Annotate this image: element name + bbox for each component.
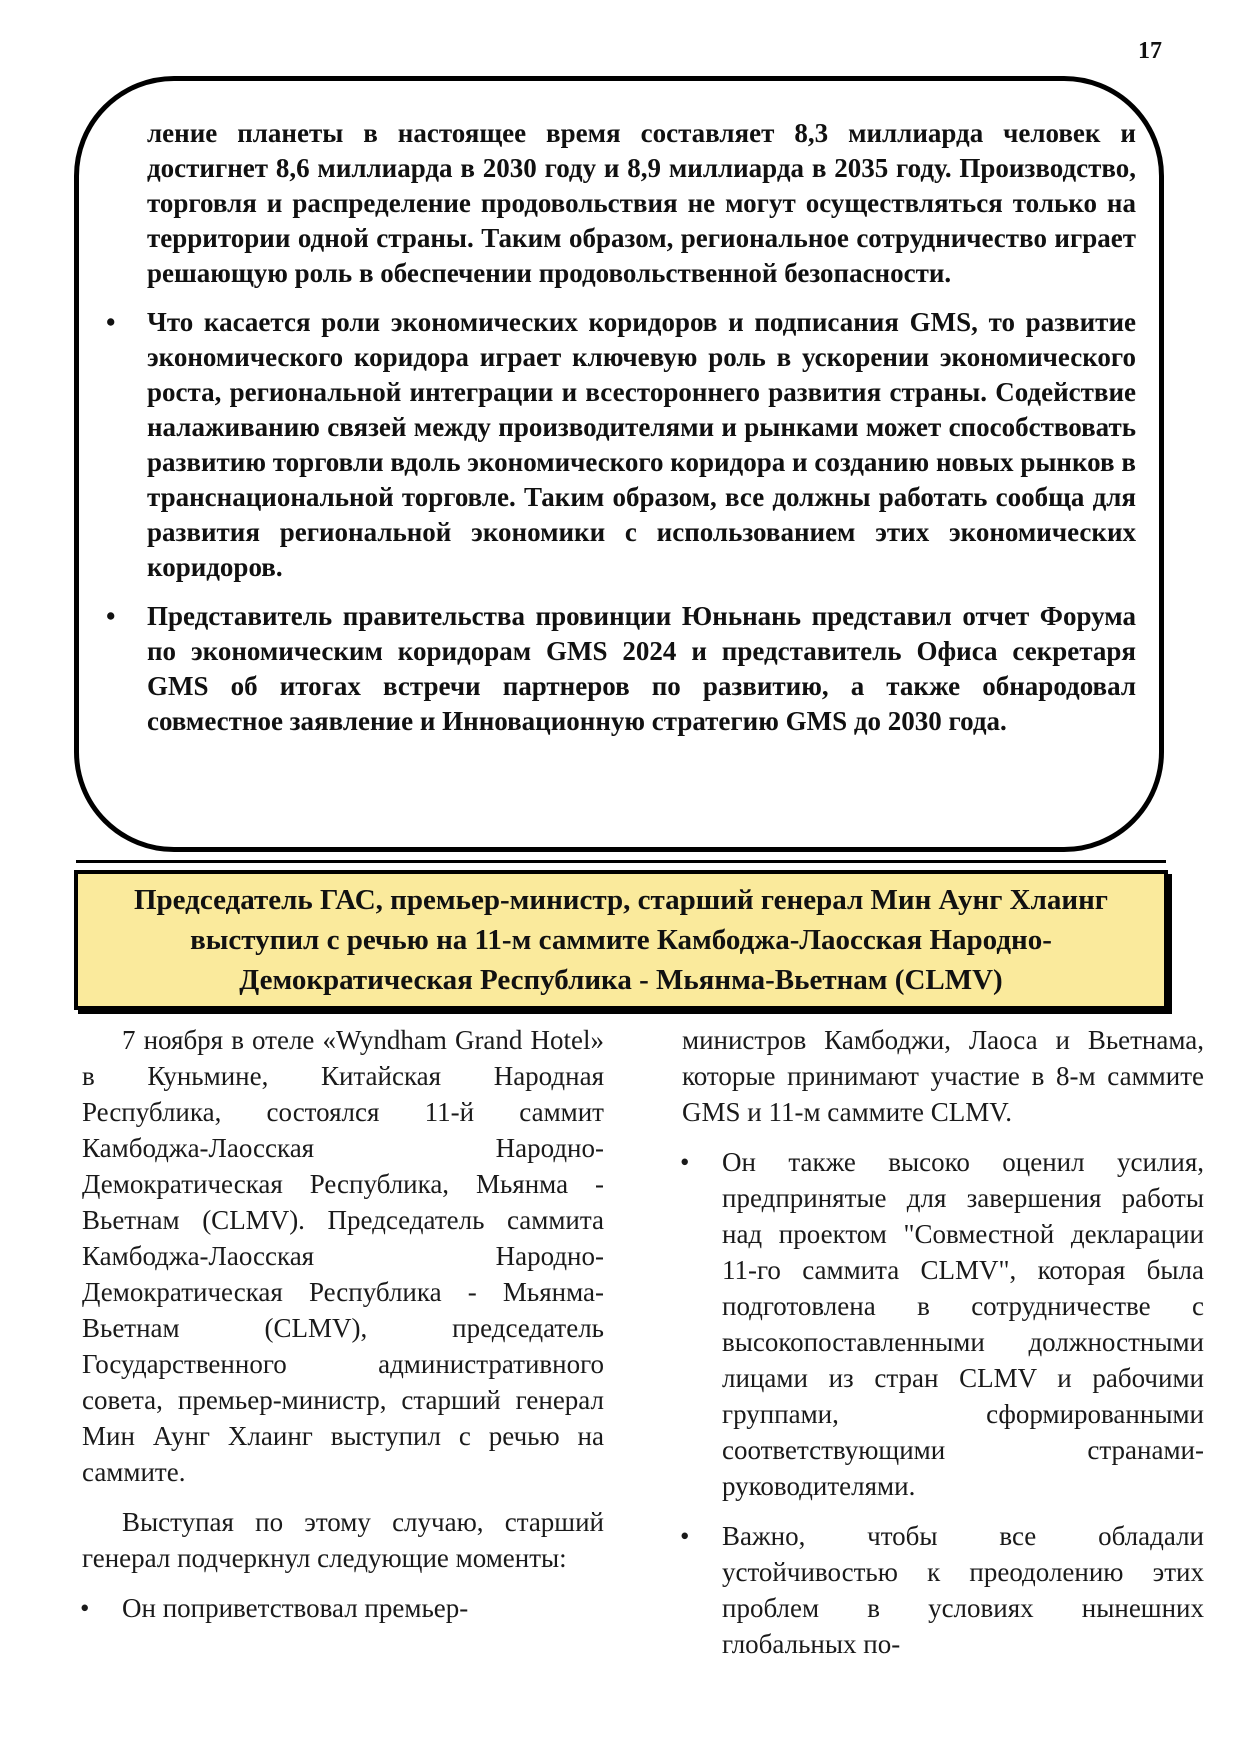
summary-box bbox=[100, 116, 1136, 753]
bullet-icon: • bbox=[680, 1147, 690, 1177]
box-bullet-item bbox=[100, 305, 1136, 585]
headline-divider bbox=[76, 860, 1166, 863]
right-column bbox=[682, 1022, 1204, 1676]
article-bullet-text: Он также высоко оценил усилия, предпринятые для завершения работы над проектом "Совместной декларации 11-го саммита CLMV", которая была подготовлена в сотрудничестве с высокопоставленными должностными лицами из стран CLMV и рабочими группами, сформированными соответствующими странами-руководителями. bbox=[722, 1147, 1204, 1501]
article-bullet-item bbox=[682, 1518, 1204, 1662]
bullet-icon: • bbox=[106, 601, 116, 631]
article-headline: Председатель ГАС, премьер-министр, старший генерал Мин Аунг Хлаинг выступил с речью на 11-м саммите Камбоджа-Лаосская Народно-Демократическая Республика - Мьянма-Вьетнам (CLMV) bbox=[134, 884, 1108, 996]
article-paragraph: Выступая по этому случаю, старший генерал подчеркнул следующие моменты: bbox=[82, 1507, 604, 1573]
article-bullet-text: Он поприветствовал премьер- bbox=[122, 1593, 469, 1623]
article-bullet-item bbox=[682, 1144, 1204, 1504]
box-bullet-item bbox=[100, 599, 1136, 739]
left-column bbox=[82, 1022, 604, 1640]
box-bullet-text: Представитель правительства провинции Юньнань представил отчет Форума по экономическим коридорам GMS 2024 и представитель Офиса секретаря GMS об итогах встречи партнеров по развитию, а также обнародовал совместное заявление и Инновационную стратегию GMS до 2030 года. bbox=[147, 601, 1136, 736]
bullet-icon: • bbox=[680, 1521, 690, 1551]
continued-paragraph: ление планеты в настоящее время составляет 8,3 миллиарда человек и достигнет 8,6 миллиарда в 2030 году и 8,9 миллиарда в 2035 году. Производство, торговля и распределение продовольствия не могут осуществляться только на территории одной страны. Таким образом, региональное сотрудничество играет решающую роль в обеспечении продовольственной безопасности. bbox=[147, 118, 1136, 288]
article-bullet-text: Важно, чтобы все обладали устойчивостью к преодолению этих проблем в условиях нынешних глобальных по- bbox=[722, 1521, 1204, 1659]
article-paragraph: министров Камбоджи, Лаоса и Вьетнама, которые принимают участие в 8-м саммите GMS и 11-м саммите CLMV. bbox=[682, 1025, 1204, 1127]
box-bullet-text: Что касается роли экономических коридоров и подписания GMS, то развитие экономического коридора играет ключевую роль в ускорении экономического роста, региональной интеграции и всестороннего развития страны. Содействие налаживанию связей между производителями и рынками может способствовать развитию торговли вдоль экономического коридора и созданию новых рынков в транснациональной торговле. Таким образом, все должны работать сообща для развития региональной экономики с использованием этих экономических коридоров. bbox=[147, 307, 1136, 582]
bullet-icon: • bbox=[80, 1593, 90, 1623]
article-bullet-item bbox=[82, 1590, 604, 1626]
page-number: 17 bbox=[1138, 38, 1162, 64]
article-paragraph: 7 ноября в отеле «Wyndham Grand Hotel» в Куньмине, Китайская Народная Республика, состоялся 11-й саммит Камбоджа-Лаосская Народно-Демократическая Республика, Мьянма - Вьетнам (CLMV). Председатель саммита Камбоджа-Лаосская Народно-Демократическая Республика - Мьянма-Вьетнам (CLMV), председатель Государственного административного совета, премьер-министр, старший генерал Мин Аунг Хлаинг выступил с речью на саммите. bbox=[82, 1025, 604, 1487]
bullet-icon: • bbox=[106, 307, 116, 337]
